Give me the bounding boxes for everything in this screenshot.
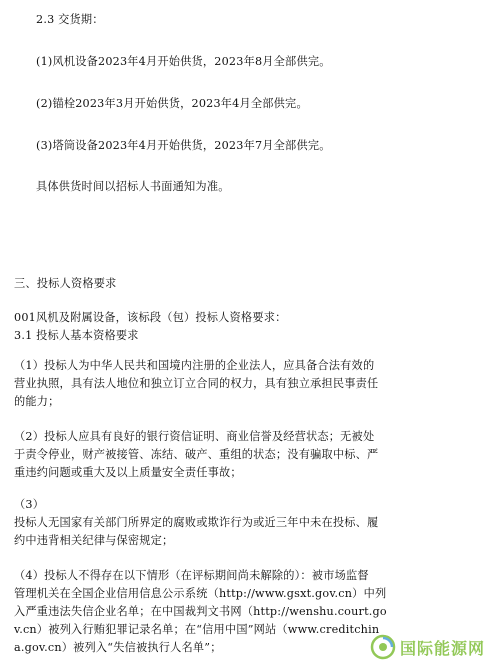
requirement-4-line: 管理机关在全国企业信用信息公示系统（http://www.gsxt.gov.cn）中列	[14, 587, 387, 600]
energy-logo-icon	[370, 634, 396, 660]
requirement-2-line: 重违约问题或重大及以上质量安全责任事故；	[14, 466, 242, 479]
section-3-1-title: 3.1 投标人基本资格要求	[14, 329, 139, 342]
delivery-item-1: (1)风机设备2023年4月开始供货，2023年8月全部供完。	[36, 55, 331, 68]
requirement-4-line: 入严重违法失信企业名单；在中国裁判文书网（http://wenshu.court.go	[14, 605, 387, 618]
requirement-1-line: 的能力；	[14, 395, 60, 408]
delivery-item-2: (2)锚栓2023年3月开始供货，2023年4月全部供完。	[36, 97, 308, 110]
requirement-4-line: a.gov.cn）被列入“失信被执行人名单”；	[14, 641, 222, 654]
section-2-3-title: 2.3 交货期：	[36, 13, 104, 26]
requirement-2-line: 于责令停业，财产被接管、冻结、破产、重组的状态；没有骗取中标、严	[14, 448, 379, 461]
delivery-note: 具体供货时间以招标人书面通知为准。	[36, 180, 230, 193]
requirement-1-line: 营业执照，具有法人地位和独立订立合同的权力，具有独立承担民事责任	[14, 377, 379, 390]
requirement-3-line: 约中违背相关纪律与保密规定；	[14, 534, 174, 547]
requirement-4-line: v.cn）被列入行贿犯罪记录名单；在“信用中国”网站（www.creditchin	[14, 623, 380, 636]
section-3-intro: 001风机及附属设备，该标段（包）投标人资格要求：	[14, 311, 287, 324]
requirement-2-line: （2）投标人应具有良好的银行资信证明、商业信誉及经营状态；无被处	[14, 430, 375, 443]
watermark-text: 国际能源网	[399, 638, 485, 658]
watermark	[370, 634, 485, 660]
requirement-3-line: 投标人无国家有关部门所界定的腐败或欺诈行为或近三年中未在投标、履	[14, 516, 379, 529]
section-3-title: 三、投标人资格要求	[14, 277, 117, 290]
requirement-3-line: （3）	[14, 498, 45, 511]
delivery-item-3: (3)塔筒设备2023年4月开始供货，2023年7月全部供完。	[36, 139, 331, 152]
requirement-1-line: （1）投标人为中华人民共和国境内注册的企业法人，应具备合法有效的	[14, 359, 375, 372]
requirement-4-line: （4）投标人不得存在以下情形（在评标期间尚未解除的）：被市场监督	[14, 569, 369, 582]
